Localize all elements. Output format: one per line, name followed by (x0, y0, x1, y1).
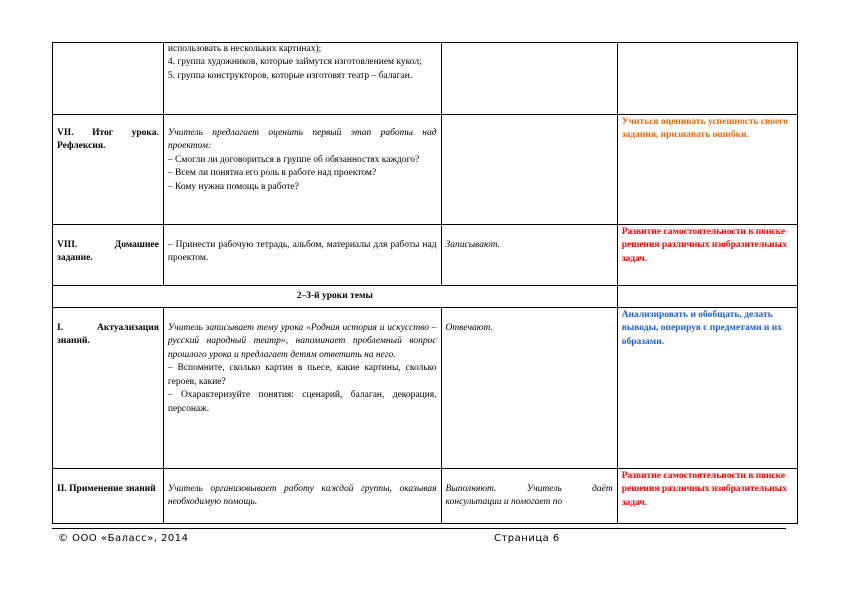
teacher-activity-cell (163, 225, 441, 286)
student-activity-cell (441, 115, 617, 225)
stage-cell: VII. Итог урока. Рефлексия. (53, 115, 164, 225)
text-line: использовать в нескольких картинах); (167, 44, 322, 54)
uud-cell: Анализировать и обобщать, делать выводы, оперируя с предметами и их образами. (617, 308, 797, 469)
student-activity-cell: Отвечают. (441, 308, 617, 469)
teacher-intro: Учитель записывает тему урока «Родная история и искусство – русский народный театр», напоминает проблемный вопрос прошлого урока и предлагает детям ответить на него. (167, 323, 437, 360)
text-line: – Принести рабочую тетрадь, альбом, материалы для работы над проектом. (167, 240, 437, 264)
uud-cell: Развитие самостоятельности в поиске решения различных изобразительных задач. (617, 225, 797, 286)
table-row (53, 115, 798, 225)
table-row (53, 469, 798, 524)
uud-cell (617, 43, 797, 115)
lesson-plan-table (52, 42, 798, 524)
teacher-intro: Учитель предлагает оценить первый этап работы над проектом: (167, 128, 437, 152)
table-row (53, 286, 798, 308)
footer-divider (52, 528, 786, 529)
table-row (53, 308, 798, 469)
student-activity-cell: Записывают. (441, 225, 617, 286)
uud-cell (617, 286, 797, 308)
text-line: 5. группа конструкторов, которые изготовят театр – балаган. (167, 70, 413, 81)
table-row (53, 225, 798, 286)
footer-copyright: © ООО «Баласс», 2014 (58, 533, 189, 544)
stage-cell: I. Актуализация знаний. (53, 308, 164, 469)
teacher-activity-cell (163, 308, 441, 469)
text-line: – Всем ли понятна его роль в работе над проектом? (167, 168, 377, 179)
section-title: 2–3-й уроки темы (53, 286, 618, 308)
text-line: – Смогли ли договориться в группе об обязанностях каждого? (167, 154, 420, 165)
table-row (53, 43, 798, 115)
text-line: 4. группа художников, которые займутся изготовлением кукол; (167, 57, 422, 68)
uud-cell: Развитие самостоятельности в поиске решения различных изобразительных задач. (617, 469, 797, 524)
text-line: – Охарактеризуйте понятия: сценарий, балаган, декорация, персонаж. (167, 390, 437, 414)
student-activity-cell: Выполняют. Учитель даёт консультации и помогает по (441, 469, 617, 524)
teacher-activity-cell (163, 43, 441, 115)
page-number: Страница 6 (494, 533, 560, 544)
teacher-activity-cell: Учитель организовывает работу каждой группы, оказывая необходимую помощь. (163, 469, 441, 524)
stage-cell: II. Применение знаний (53, 469, 164, 524)
teacher-activity-cell (163, 115, 441, 225)
text-line: – Кому нужна помощь в работе? (167, 181, 299, 192)
student-activity-cell (441, 43, 617, 115)
stage-cell (53, 43, 164, 115)
stage-cell: VIII. Домашнее задание. (53, 225, 164, 286)
uud-cell: Учиться оценивать успешность своего задания, признавать ошибки. (617, 115, 797, 225)
text-line: – Вспомните, сколько картин в пьесе, какие картины, сколько героев, какие? (167, 363, 437, 387)
